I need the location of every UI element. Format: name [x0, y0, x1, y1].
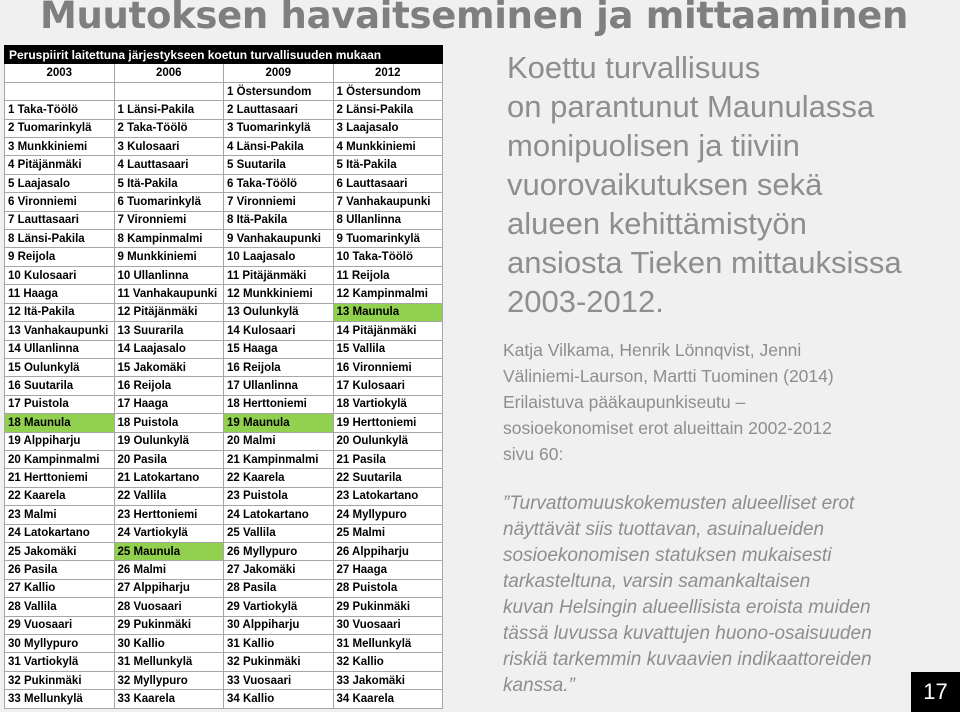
table-cell: 29 Vartiokylä [224, 598, 334, 616]
table-cell: 10 Taka-Töölö [333, 248, 443, 266]
citation-line: Katja Vilkama, Henrik Lönnqvist, Jenni [503, 340, 802, 360]
year-header-row [5, 64, 443, 82]
slide-title: Muutoksen havaitseminen ja mittaaminen [40, 0, 909, 37]
table-cell: 29 Pukinmäki [114, 616, 224, 634]
table-row [5, 524, 443, 542]
table-cell: 27 Haaga [333, 561, 443, 579]
table-cell: 15 Jakomäki [114, 358, 224, 376]
table-cell: 11 Vanhakaupunki [114, 285, 224, 303]
intro-line: 2003-2012. [507, 284, 664, 319]
table-row [5, 358, 443, 376]
table-cell [114, 82, 224, 100]
quote-line: riskiä tarkemmin kuvaavien indikaattoreiden [503, 649, 872, 670]
table-cell: 8 Kampinmalmi [114, 230, 224, 248]
table-cell: 3 Tuomarinkylä [224, 119, 334, 137]
table-cell: 20 Oulunkylä [333, 432, 443, 450]
table-row [5, 432, 443, 450]
intro-text [507, 48, 957, 321]
table-cell: 21 Latokartano [114, 469, 224, 487]
table-cell: 12 Itä-Pakila [5, 303, 115, 321]
table-cell: 26 Pasila [5, 561, 115, 579]
intro-line: Koettu turvallisuus [507, 50, 761, 85]
table-cell: 25 Malmi [333, 524, 443, 542]
table-cell: 12 Pitäjänmäki [114, 303, 224, 321]
table-cell: 3 Kulosaari [114, 138, 224, 156]
table-cell: 22 Kaarela [224, 469, 334, 487]
table-row [5, 542, 443, 560]
table-row [5, 671, 443, 689]
citation-line: sivu 60: [503, 444, 564, 464]
table-cell: 8 Ullanlinna [333, 211, 443, 229]
table-cell: 23 Latokartano [333, 487, 443, 505]
table-cell: 21 Pasila [333, 450, 443, 468]
table-row [5, 395, 443, 413]
table-cell: 33 Mellunkylä [5, 690, 115, 709]
table-cell: 31 Mellunkylä [333, 635, 443, 653]
table-cell: 4 Pitäjänmäki [5, 156, 115, 174]
table-cell: 12 Kampinmalmi [333, 285, 443, 303]
table-cell: 2 Tuomarinkylä [5, 119, 115, 137]
table-cell: 22 Vallila [114, 487, 224, 505]
table-cell: 20 Malmi [224, 432, 334, 450]
table-cell: 34 Kaarela [333, 690, 443, 709]
table-cell: 21 Kampinmalmi [224, 450, 334, 468]
table-row [5, 579, 443, 597]
table-cell: 9 Tuomarinkylä [333, 230, 443, 248]
table-cell: 28 Vallila [5, 598, 115, 616]
table-cell: 5 Itä-Pakila [114, 174, 224, 192]
citation-text [503, 337, 943, 467]
table-cell: 30 Kallio [114, 635, 224, 653]
table-cell: 5 Itä-Pakila [333, 156, 443, 174]
page-number: 17 [911, 672, 960, 712]
table-cell: 31 Vartiokylä [5, 653, 115, 671]
table-caption-row [5, 46, 443, 64]
table-cell: 23 Malmi [5, 506, 115, 524]
table-cell: 32 Kallio [333, 653, 443, 671]
table-cell: 25 Maunula [114, 542, 224, 560]
table-row [5, 156, 443, 174]
table-cell: 5 Suutarila [224, 156, 334, 174]
table-cell: 18 Vartiokylä [333, 395, 443, 413]
table-cell: 17 Kulosaari [333, 377, 443, 395]
quote-line: näyttävät siis tuottavan, asuinalueiden [503, 519, 825, 540]
table-row [5, 303, 443, 321]
table-row [5, 101, 443, 119]
table-cell: 32 Pukinmäki [224, 653, 334, 671]
table-row [5, 340, 443, 358]
table-row [5, 506, 443, 524]
table-cell: 23 Herttoniemi [114, 506, 224, 524]
table-cell: 13 Oulunkylä [224, 303, 334, 321]
citation-line: Väliniemi-Laurson, Martti Tuominen (2014) [503, 366, 834, 386]
table-cell: 33 Vuosaari [224, 671, 334, 689]
table-cell: 20 Kampinmalmi [5, 450, 115, 468]
table-cell: 14 Kulosaari [224, 322, 334, 340]
table-cell: 10 Kulosaari [5, 266, 115, 284]
citation-line: sosioekonomiset erot alueittain 2002-2012 [503, 418, 832, 438]
table-cell: 24 Vartiokylä [114, 524, 224, 542]
table-cell: 7 Vironniemi [114, 211, 224, 229]
table-cell: 25 Jakomäki [5, 542, 115, 560]
table-cell: 8 Länsi-Pakila [5, 230, 115, 248]
table-cell: 2 Länsi-Pakila [333, 101, 443, 119]
table-cell: 30 Alppiharju [224, 616, 334, 634]
year-header: 2006 [114, 64, 224, 82]
table-row [5, 322, 443, 340]
table-row [5, 211, 443, 229]
table-cell: 32 Pukinmäki [5, 671, 115, 689]
table-row [5, 561, 443, 579]
table-cell: 4 Munkkiniemi [333, 138, 443, 156]
table-cell: 13 Vanhakaupunki [5, 322, 115, 340]
table-cell: 4 Länsi-Pakila [224, 138, 334, 156]
intro-line: alueen kehittämistyön [507, 206, 807, 241]
table-cell: 29 Vuosaari [5, 616, 115, 634]
table-cell: 22 Kaarela [5, 487, 115, 505]
table-cell: 9 Vanhakaupunki [224, 230, 334, 248]
table-cell: 18 Herttoniemi [224, 395, 334, 413]
intro-line: ansiosta Tieken mittauksissa [507, 245, 902, 280]
table-cell: 27 Kallio [5, 579, 115, 597]
table-cell: 23 Puistola [224, 487, 334, 505]
table-cell: 16 Reijola [114, 377, 224, 395]
table-cell: 28 Puistola [333, 579, 443, 597]
table-cell: 26 Alppiharju [333, 542, 443, 560]
table-cell: 10 Laajasalo [224, 248, 334, 266]
table-cell: 2 Lauttasaari [224, 101, 334, 119]
quote-text [503, 491, 943, 699]
table-cell: 31 Kallio [224, 635, 334, 653]
table-cell: 7 Vironniemi [224, 193, 334, 211]
intro-line: on parantunut Maunulassa [507, 89, 875, 124]
table-cell: 24 Myllypuro [333, 506, 443, 524]
table-cell: 18 Puistola [114, 414, 224, 432]
table-cell: 21 Herttoniemi [5, 469, 115, 487]
table-cell: 16 Reijola [224, 358, 334, 376]
year-header: 2009 [224, 64, 334, 82]
table-cell: 17 Haaga [114, 395, 224, 413]
table-row [5, 616, 443, 634]
table-cell: 30 Vuosaari [333, 616, 443, 634]
table-cell: 11 Haaga [5, 285, 115, 303]
table-row [5, 82, 443, 100]
quote-line: kuvan Helsingin alueellisista eroista muiden [503, 597, 871, 618]
intro-block [507, 48, 957, 321]
table-cell: 27 Alppiharju [114, 579, 224, 597]
intro-line: vuorovaikutuksen sekä [507, 167, 823, 202]
table-row [5, 377, 443, 395]
table-row [5, 690, 443, 709]
table-cell: 15 Vallila [333, 340, 443, 358]
table-cell: 6 Tuomarinkylä [114, 193, 224, 211]
table-row [5, 266, 443, 284]
table-cell: 19 Maunula [224, 414, 334, 432]
table-cell: 14 Laajasalo [114, 340, 224, 358]
table-cell: 15 Oulunkylä [5, 358, 115, 376]
quote-line: tarkasteltuna, varsin samankaltaisen [503, 571, 811, 592]
table-row [5, 450, 443, 468]
table-row [5, 138, 443, 156]
table-cell: 7 Vanhakaupunki [333, 193, 443, 211]
table-cell: 5 Laajasalo [5, 174, 115, 192]
table-cell: 27 Jakomäki [224, 561, 334, 579]
table-cell: 19 Oulunkylä [114, 432, 224, 450]
table-row [5, 248, 443, 266]
table-cell: 14 Ullanlinna [5, 340, 115, 358]
table-row [5, 174, 443, 192]
table-row [5, 285, 443, 303]
table-row [5, 193, 443, 211]
year-header: 2012 [333, 64, 443, 82]
table-row [5, 230, 443, 248]
table-cell: 16 Suutarila [5, 377, 115, 395]
table-cell: 22 Suutarila [333, 469, 443, 487]
table-cell: 7 Lauttasaari [5, 211, 115, 229]
table-cell: 19 Alppiharju [5, 432, 115, 450]
ranking-table-grid [4, 45, 443, 709]
table-row [5, 414, 443, 432]
table-cell: 20 Pasila [114, 450, 224, 468]
table-row [5, 598, 443, 616]
table-cell: 12 Munkkiniemi [224, 285, 334, 303]
table-cell: 17 Ullanlinna [224, 377, 334, 395]
table-cell: 18 Maunula [5, 414, 115, 432]
quote-line: kanssa.” [503, 675, 575, 696]
table-row [5, 635, 443, 653]
table-cell: 13 Suurarila [114, 322, 224, 340]
table-cell: 10 Ullanlinna [114, 266, 224, 284]
table-row [5, 653, 443, 671]
table-cell: 34 Kallio [224, 690, 334, 709]
table-cell: 6 Lauttasaari [333, 174, 443, 192]
table-cell: 32 Myllypuro [114, 671, 224, 689]
table-cell: 1 Taka-Töölö [5, 101, 115, 119]
table-cell [5, 82, 115, 100]
table-cell: 30 Myllypuro [5, 635, 115, 653]
intro-line: monipuolisen ja tiiviin [507, 128, 800, 163]
table-cell: 28 Pasila [224, 579, 334, 597]
table-cell: 11 Pitäjänmäki [224, 266, 334, 284]
table-cell: 3 Laajasalo [333, 119, 443, 137]
table-cell: 33 Jakomäki [333, 671, 443, 689]
table-cell: 15 Haaga [224, 340, 334, 358]
table-cell: 14 Pitäjänmäki [333, 322, 443, 340]
quote-line: tässä luvussa kuvattujen huono-osaisuuden [503, 623, 872, 644]
table-cell: 17 Puistola [5, 395, 115, 413]
table-cell: 3 Munkkiniemi [5, 138, 115, 156]
table-caption: Peruspiirit laitettuna järjestykseen koetun turvallisuuden mukaan [5, 46, 443, 64]
table-cell: 8 Itä-Pakila [224, 211, 334, 229]
table-cell: 28 Vuosaari [114, 598, 224, 616]
table-cell: 19 Herttoniemi [333, 414, 443, 432]
table-cell: 29 Pukinmäki [333, 598, 443, 616]
table-cell: 31 Mellunkylä [114, 653, 224, 671]
table-cell: 6 Vironniemi [5, 193, 115, 211]
table-cell: 24 Latokartano [5, 524, 115, 542]
table-cell: 6 Taka-Töölö [224, 174, 334, 192]
quote-line: sosioekonomisen statuksen mukaisesti [503, 545, 832, 566]
table-cell: 2 Taka-Töölö [114, 119, 224, 137]
table-cell: 9 Reijola [5, 248, 115, 266]
table-row [5, 469, 443, 487]
table-cell: 24 Latokartano [224, 506, 334, 524]
year-header: 2003 [5, 64, 115, 82]
table-cell: 11 Reijola [333, 266, 443, 284]
table-cell: 26 Malmi [114, 561, 224, 579]
safety-ranking-table [4, 45, 443, 709]
table-cell: 16 Vironniemi [333, 358, 443, 376]
table-cell: 9 Munkkiniemi [114, 248, 224, 266]
table-cell: 33 Kaarela [114, 690, 224, 709]
quote-line: ”Turvattomuuskokemusten alueelliset erot [503, 493, 855, 514]
table-cell: 1 Länsi-Pakila [114, 101, 224, 119]
table-cell: 1 Östersundom [333, 82, 443, 100]
table-cell: 4 Lauttasaari [114, 156, 224, 174]
table-cell: 13 Maunula [333, 303, 443, 321]
table-row [5, 487, 443, 505]
table-cell: 26 Myllypuro [224, 542, 334, 560]
table-row [5, 119, 443, 137]
table-cell: 25 Vallila [224, 524, 334, 542]
citation-line: Erilaistuva pääkaupunkiseutu – [503, 392, 746, 412]
table-cell: 1 Östersundom [224, 82, 334, 100]
